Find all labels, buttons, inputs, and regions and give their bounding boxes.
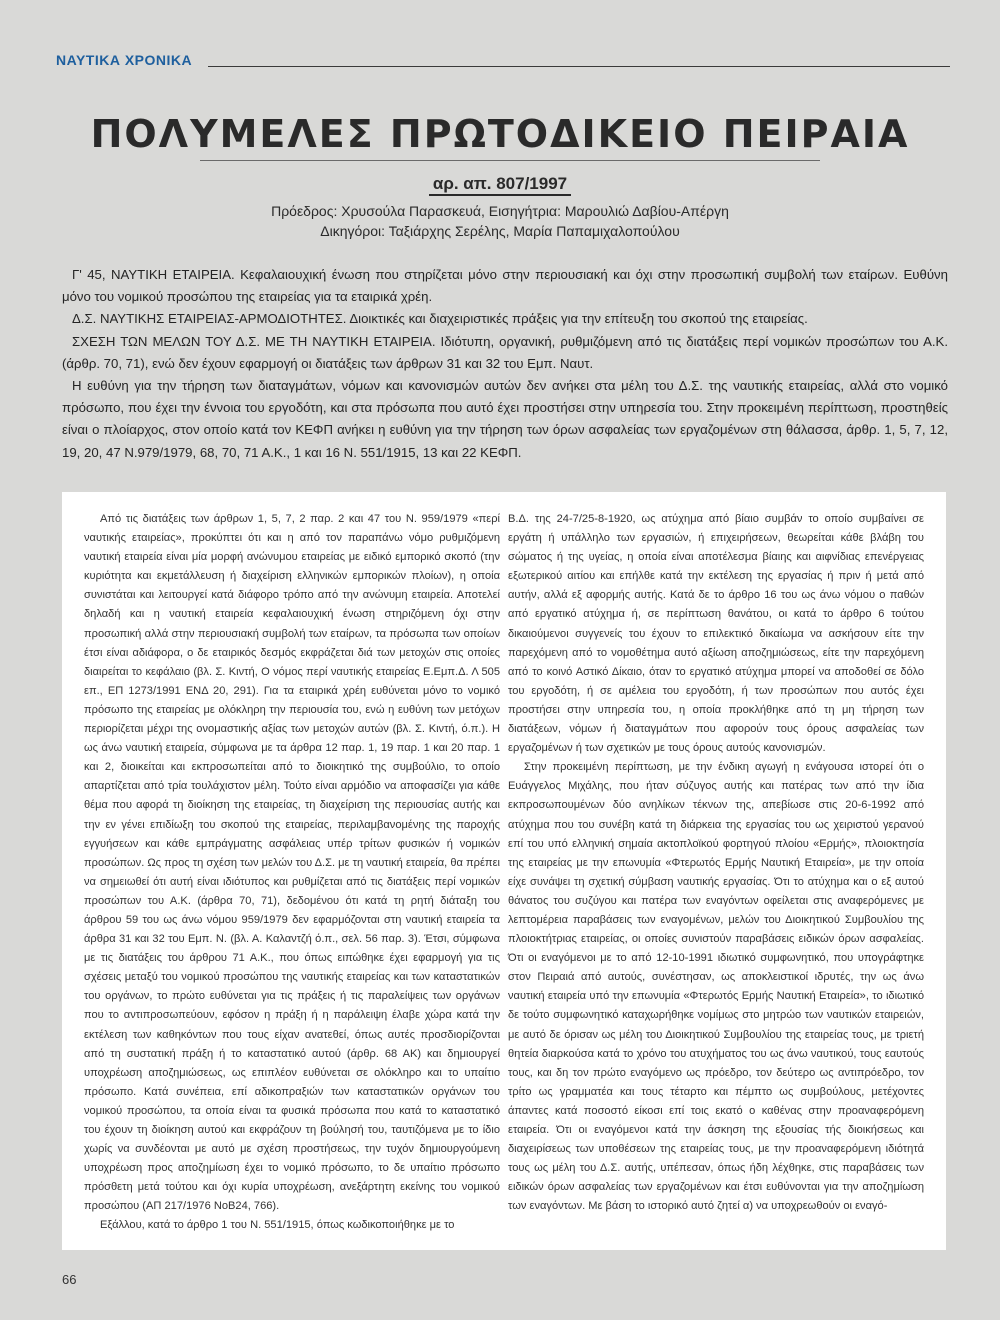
article-body xyxy=(62,492,946,1250)
summary-paragraph: Η ευθύνη για την τήρηση των διαταγμάτων, νόμων και κανονισμών αυτών δεν ανήκει στα μέλη του Δ.Σ. της ναυτικής εταιρείας, αλλά στο νομικό πρόσωπο, που έχει την έννοια του εργοδότη, και στα πρόσωπα που αυτό έχει προστήσει στην υπηρεσία του. Στην προκειμένη περίπτωση, προστηθείς είναι ο πλοίαρχος, στον οποίο κατά τον ΚΕΦΠ ανήκει η ευθύνη για την τήρηση των όρων ασφαλείας των εργαζομένων στη θάλασσα, άρθρ. 1, 5, 7, 12, 19, 20, 47 Ν.979/1979, 68, 70, 71 Α.Κ., 1 και 16 Ν. 551/1915, 13 και 22 ΚΕΦΠ. xyxy=(62,378,948,460)
article-paragraph: Εξάλλου, κατά το άρθρο 1 του Ν. 551/1915, όπως κωδικοποιήθηκε με το xyxy=(100,1219,455,1232)
summary-paragraph: Δ.Σ. ΝΑΥΤΙΚΗΣ ΕΤΑΙΡΕΙΑΣ-ΑΡΜΟΔΙΟΤΗΤΕΣ. Διοικτικές και διαχειριστικές πράξεις για την επίτευξη του σκοπού της εταιρείας. xyxy=(72,311,808,327)
running-head: ΝΑΥΤΙΚΑ ΧΡΟΝΙΚΑ xyxy=(56,52,193,68)
summary-paragraph: ΣΧΕΣΗ ΤΩΝ ΜΕΛΩΝ ΤΟΥ Δ.Σ. ΜΕ ΤΗ ΝΑΥΤΙΚΗ ΕΤΑΙΡΕΙΑ. Ιδιότυπη, οργανική, ρυθμιζόμενη από τις διατάξεις περί νομικών προσώπων του Α.Κ. (άρθρ. 70, 71), ενώ δεν έχουν εφαρμογή οι διατάξεις των άρθρων 31 και 32 του Εμπ. Ναυτ. xyxy=(62,333,948,371)
case-summary xyxy=(62,264,948,464)
title-underline xyxy=(200,160,820,161)
presiding-judges: Πρόεδρος: Χρυσούλα Παρασκευά, Εισηγήτρια: Μαρουλιώ Δαβίου-Απέργη xyxy=(271,203,729,219)
case-number xyxy=(0,174,1000,194)
article-paragraph: Στην προκειμένη περίπτωση, με την ένδικη αγωγή η ενάγουσα ιστορεί ότι ο Ευάγγελος Μιχάλης, που ήταν σύζυγος αυτής και πατέρας των από την ίδια εκπροσωπουμένων δύο ανηλίκων τέκνων της, απεβίωσε στις 20-6-1992 από ατύχημα που του συνέβη κατά τη διάρκεια της εργασίας του ως χειριστού γερανού επί του υπό ελληνική σημαία ακτοπλοϊκού φορτηγού πλοίου «Ερμής», πλοιοκτησία της εταιρείας με την επωνυμία «Φτερωτός Ερμής Ναυτική Εταιρεία», με την οποία είχε συνάψει τη σχετική σύμβαση ναυτικής εργασίας. Ότι το ατύχημα και ο εξ αυτού θάνατος του συζύγου και πατέρα των εναγόντων οφείλεται στις αναφερόμενες με λεπτομέρεια παραβάσεις των εναγομένων, μελών του Διοικητικού Συμβουλίου της πλοιοκτήτριας εταιρείας, οι οποίες συνιστούν παραβάσεις ειδικών όρων ασφαλείας. Ότι οι εναγόμενοι με το από 12-10-1991 ιδιωτικό συμφωνητικό, που υπογράφτηκε στον Πειραιά από αυτούς, συνέστησαν, ως αποκλειστικοί ιδρυτές, την ως άνω ναυτική εταιρεία υπό την επωνυμία «Φτερωτός Ερμής Ναυτική Εταιρεία», το ιδιωτικό δε τούτο συμφωνητικό καταχωρήθηκε νομίμως στο μητρώο των ναυτικών εταιρειών, με αυτό δε όρισαν ως μέλη του Διοικητικού Συμβουλίου της εταιρείας τους, με τριετή θητεία διαρκούσα κατά το χρόνο του ατυχήματος του ως άνω ναυτικού, τους εαυτούς τους, και δη τον πρώτο εναγόμενο ως πρόεδρο, τον δεύτερο ως αντιπρόεδρο, τον τρίτο ως γραμματέα και τους τέταρτο και πέμπτο ως συμβούλους, μετέχοντες άπαντες κατά ποσοστό είκοσι επί τοις εκατό ο καθένας στην προαναφερόμενη εταιρεία. Ότι οι εναγόμενοι κατά την άσκηση της εξουσίας τής διοικήσεως και διαχειρίσεως των υποθέσεων της εταιρείας τους, με την προαναφερόμενη ιδιότητά τους ως μέλη του Δ.Σ. αυτής, υπέπεσαν, όπως ήδη λέχθηκε, στις παραβάσεις των ειδικών όρων ασφαλείας των εργαζομένων και έτσι ευθύνονται για την αποζημίωση των εναγόντων. Με βάση το ιστορικό αυτό ζητεί α) να υποχρεωθούν οι εναγό- xyxy=(508,761,924,1213)
article-left-column xyxy=(84,510,500,1236)
page-title: ΠΟΛΥΜΕΛΕΣ ΠΡΩΤΟΔΙΚΕΙΟ ΠΕΙΡΑΙΑ xyxy=(90,112,910,156)
lawyers: Δικηγόροι: Ταξιάρχης Σερέλης, Μαρία Παπαμιχαλοπούλου xyxy=(320,223,680,239)
summary-paragraph: Γ' 45, ΝΑΥΤΙΚΗ ΕΤΑΙΡΕΙΑ. Κεφαλαιουχική ένωση που στηρίζεται μόνο στην περιουσιακή και όχι στην προσωπική συμβολή των εταίρων. Ευθύνη μόνο του νομικού προσώπου της εταιρείας για τα εταιρικά χρέη. xyxy=(62,267,948,305)
article-paragraph: Από τις διατάξεις των άρθρων 1, 5, 7, 2 παρ. 2 και 47 του Ν. 959/1979 «περί ναυτικής εταιρείας», προκύπτει ότι και η από τον παραπάνω νόμο ρυθμιζόμενη ναυτική εταιρεία είναι μία μορφή ανώνυμου εταιρείας με ειδικό εμπορικό σκοπό (την κυριότητα και εκμετάλλευση ή διαχείριση ελληνικών εμπορικών πλοίων), η οποία συνιστάται και λειτουργεί κατά διάφορο τρόπο από την ανώνυμη εταιρεία. Αποτελεί δηλαδή και η ναυτική εταιρεία κεφαλαιουχική ένωση στηριζόμενη όχι στην προσωπική αλλά στην περιουσιακή συμβολή των εταίρων, τα πρόσωπα των οποίων έτσι είναι αδιάφορα, ο δε εταιρικός δεσμός εκφράζεται διά των μετοχών στις οποίες διαιρείται το κεφάλαιο (βλ. Σ. Κιντή, Ο νόμος περί ναυτικής εταιρείας Ε.Εμπ.Δ. Λ 505 επ., ΕΠ 1273/1991 ΕΝΔ 20, 291). Για τα εταιρικά χρέη ευθύνεται μόνο το νομικό πρόσωπο της εταιρείας με ολόκληρη την περιουσία του, ενώ η ευθύνη των μετόχων περιορίζεται μέχρι της ονομαστικής αξίας των μετοχών αυτών (βλ. Σ. Κιντή, ό.π.). Η ως άνω ναυτική εταιρεία, σύμφωνα με τα άρθρα 12 παρ. 1, 19 παρ. 1 και 20 παρ. 1 και 2, διοικείται και εκπροσωπείται από το διοικητικό της συμβούλιο, το οποίο απαρτίζεται από τρία τουλάχιστον μέλη. Τούτο είναι αρμόδιο να αποφασίζει για κάθε θέμα που αφορά τη διοίκηση της εταιρείας, τη διαχείριση της περιουσίας αυτής και την εν γένει επιδίωξη του σκοπού της εταιρείας, περιλαμβανομένης της παροχής εγγυήσεων και κάθε εμπράγματης ασφάλειας υπέρ τρίτων φυσικών ή νομικών προσώπων. Ως προς τη σχέση των μελών του Δ.Σ. με τη ναυτική εταιρεία, θα πρέπει να σημειωθεί ότι αυτή είναι ιδιότυπος και ρυθμίζεται από τις διατάξεις περί νομικών προσώπων του Α.Κ. (άρθρα 70, 71), δεδομένου ότι κατά τη ρητή διάταξη του άρθρου 59 του ως άνω νόμου 959/1979 δεν εφαρμόζονται στη ναυτική εταιρεία τα άρθρα 31 και 32 του Εμπ. Ν. (βλ. Α. Καλαντζή ό.π., σελ. 56 παρ. 3). Έτσι, σύμφωνα με τις διατάξεις του άρθρου 71 Α.Κ., που όπως ειπώθηκε έχει εφαρμογή για τις σχέσεις μεταξύ του νομικού προσώπου της ναυτικής εταιρείας και των καταστατικών του οργάνων, το πρώτο ευθύνεται για τις πράξεις ή τις παραλείψεις των οργάνων που το αντιπροσωπεύουν, εφόσον η πράξη ή η παράλειψη έλαβε χώρα κατά την εκτέλεση των καθηκόντων που τους είχαν ανατεθεί, όπως αυτές προσδιορίζονται από τη συστατική πράξη ή το καταστατικό αυτού (άρθρ. 68 ΑΚ) και δημιουργεί υποχρέωση αποζημιώσεως, ως επιπλέον ευθύνεται σε ολόκληρο και το υπαίτιο πρόσωπο. Κατά συνέπεια, επί αδικοπραξιών των καταστατικών οργάνων του νομικού προσώπου, τα οποία είναι τα φυσικά πρόσωπα που κατά το καταστατικό του έχουν τη διοίκηση αυτού και εκφράζουν τη βούλησή του, ταυτιζόμενα με το ίδιο χωρίς να συνδέονται με αυτό με σχέση προστήσεως, την τυχόν δημιουργούμενη υποχρέωση προς αποζημίωση έχει το νομικό πρόσωπο, το δε υπαίτιο πρόσωπο πρόσθετη μετά τούτου και όχι κυρία υποχρέωση, ανεξάρτητη εκείνης του νομικού προσώπου (ΑΠ 217/1976 ΝοΒ24, 766). xyxy=(84,513,500,1213)
article-right-column xyxy=(508,510,924,1216)
header-rule xyxy=(208,66,950,67)
article-paragraph: Β.Δ. της 24-7/25-8-1920, ως ατύχημα από βίαιο συμβάν το οποίο συμβαίνει σε εργάτη ή υπάλληλο των εργασιών, ή επιχειρήσεων, θεωρείται κάθε βλάβη του σώματος ή της υγείας, η οποία είναι αποτέλεσμα βίαιης και αιφνίδιας επενέργειας εξωτερικού αιτίου και επήλθε κατά την εκτέλεση της εργασίας ή πριν ή μετά από αυτήν, αλλά εξ αφορμής αυτής. Κατά δε το άρθρο 16 του ως άνω νόμου ο παθών από εργατικό ατύχημα ή, σε περίπτωση θανάτου, οι κατά το άρθρο 6 τούτου δικαιούμενοι συγγενείς του έχουν το επιλεκτικό δικαίωμα να ασκήσουν είτε την παρεχόμενη από το νομοθέτημα αυτό αξίωση αποζημιώσεως, είτε την παρεχόμενη από το κοινό Αστικό Δίκαιο, όταν το εργατικό ατύχημα μπορεί να αποδοθεί σε δόλο του εργοδότη, ή σε αμέλεια του εργοδότη, ή των προσώπων που αυτός έχει προστήσει στην υπηρεσία του, η οποία προκλήθηκε από τη μη τήρηση των διατάξεων, νόμων ή διαταγμάτων που αφορούν τους όρους ασφαλείας των εργαζομένων ή των σχετικών με τους όρους αυτούς κανονισμών. xyxy=(508,513,924,755)
case-number-text: αρ. απ. 807/1997 xyxy=(429,174,571,196)
page-number: 66 xyxy=(62,1272,77,1287)
